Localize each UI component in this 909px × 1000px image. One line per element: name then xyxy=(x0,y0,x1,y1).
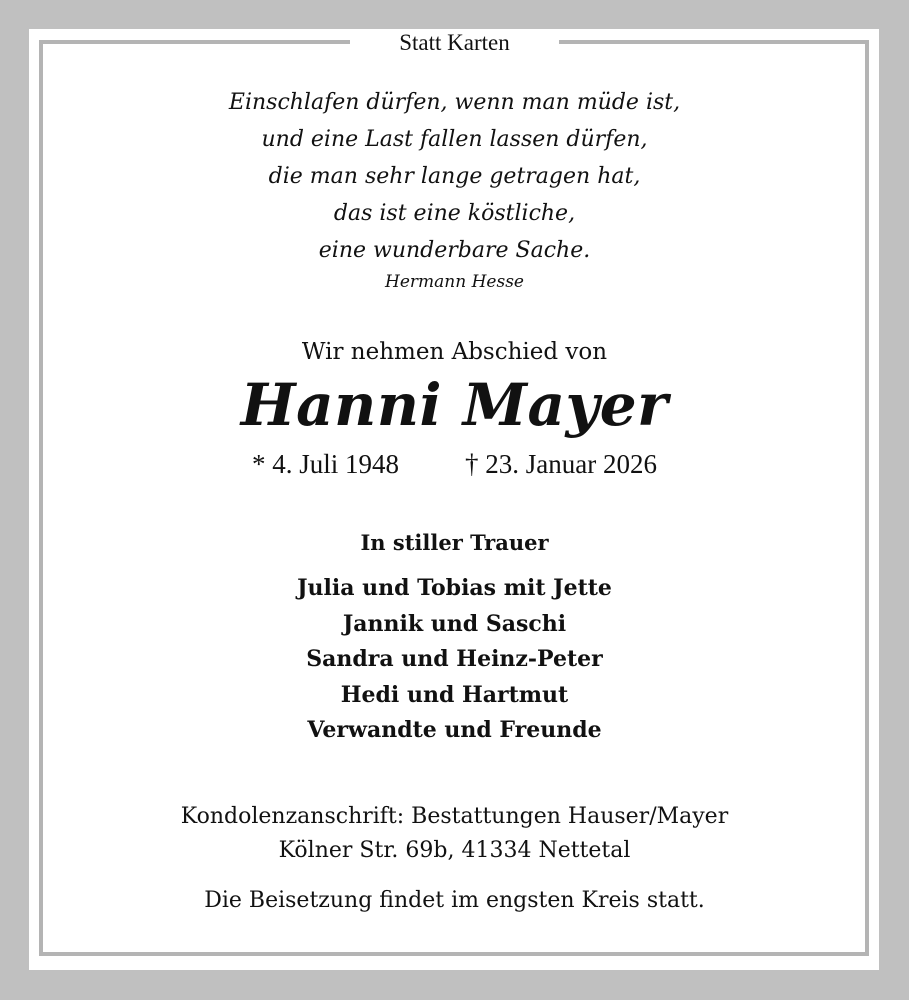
mourner-item: Hedi und Hartmut xyxy=(340,681,569,708)
birth-date: * 4. Juli 1948 xyxy=(252,449,400,479)
poem-line: die man sehr lange getragen hat, xyxy=(268,164,641,189)
poem-line: das ist eine köstliche, xyxy=(333,201,576,226)
mourner-item: Verwandte und Freunde xyxy=(307,717,602,743)
mourning-title: In stiller Trauer xyxy=(360,530,549,555)
deceased-name: Hanni Mayer xyxy=(240,371,669,439)
poem-line: und eine Last fallen lassen dürfen, xyxy=(261,127,648,152)
funeral-note: Die Beisetzung findet im engsten Kreis statt. xyxy=(204,888,705,913)
mourner-item: Julia und Tobias mit Jette xyxy=(297,575,612,601)
life-dates xyxy=(0,447,909,481)
poem-author: Hermann Hesse xyxy=(385,272,524,292)
address-line: Kondolenzanschrift: Bestattungen Hauser/Mayer xyxy=(180,804,729,829)
death-date: † 23. Januar 2026 xyxy=(465,449,657,479)
mourners-list xyxy=(0,571,909,749)
poem-line: eine wunderbare Sache. xyxy=(318,238,591,263)
poem xyxy=(0,84,909,269)
mourner-item: Jannik und Saschi xyxy=(342,610,567,637)
header-label: Statt Karten xyxy=(399,30,510,55)
condolence-address xyxy=(0,800,909,868)
farewell-intro: Wir nehmen Abschied von xyxy=(301,339,608,365)
address-line: Kölner Str. 69b, 41334 Nettetal xyxy=(278,838,631,863)
poem-line: Einschlafen dürfen, wenn man müde ist, xyxy=(228,90,681,115)
mourner-item: Sandra und Heinz-Peter xyxy=(306,646,603,672)
